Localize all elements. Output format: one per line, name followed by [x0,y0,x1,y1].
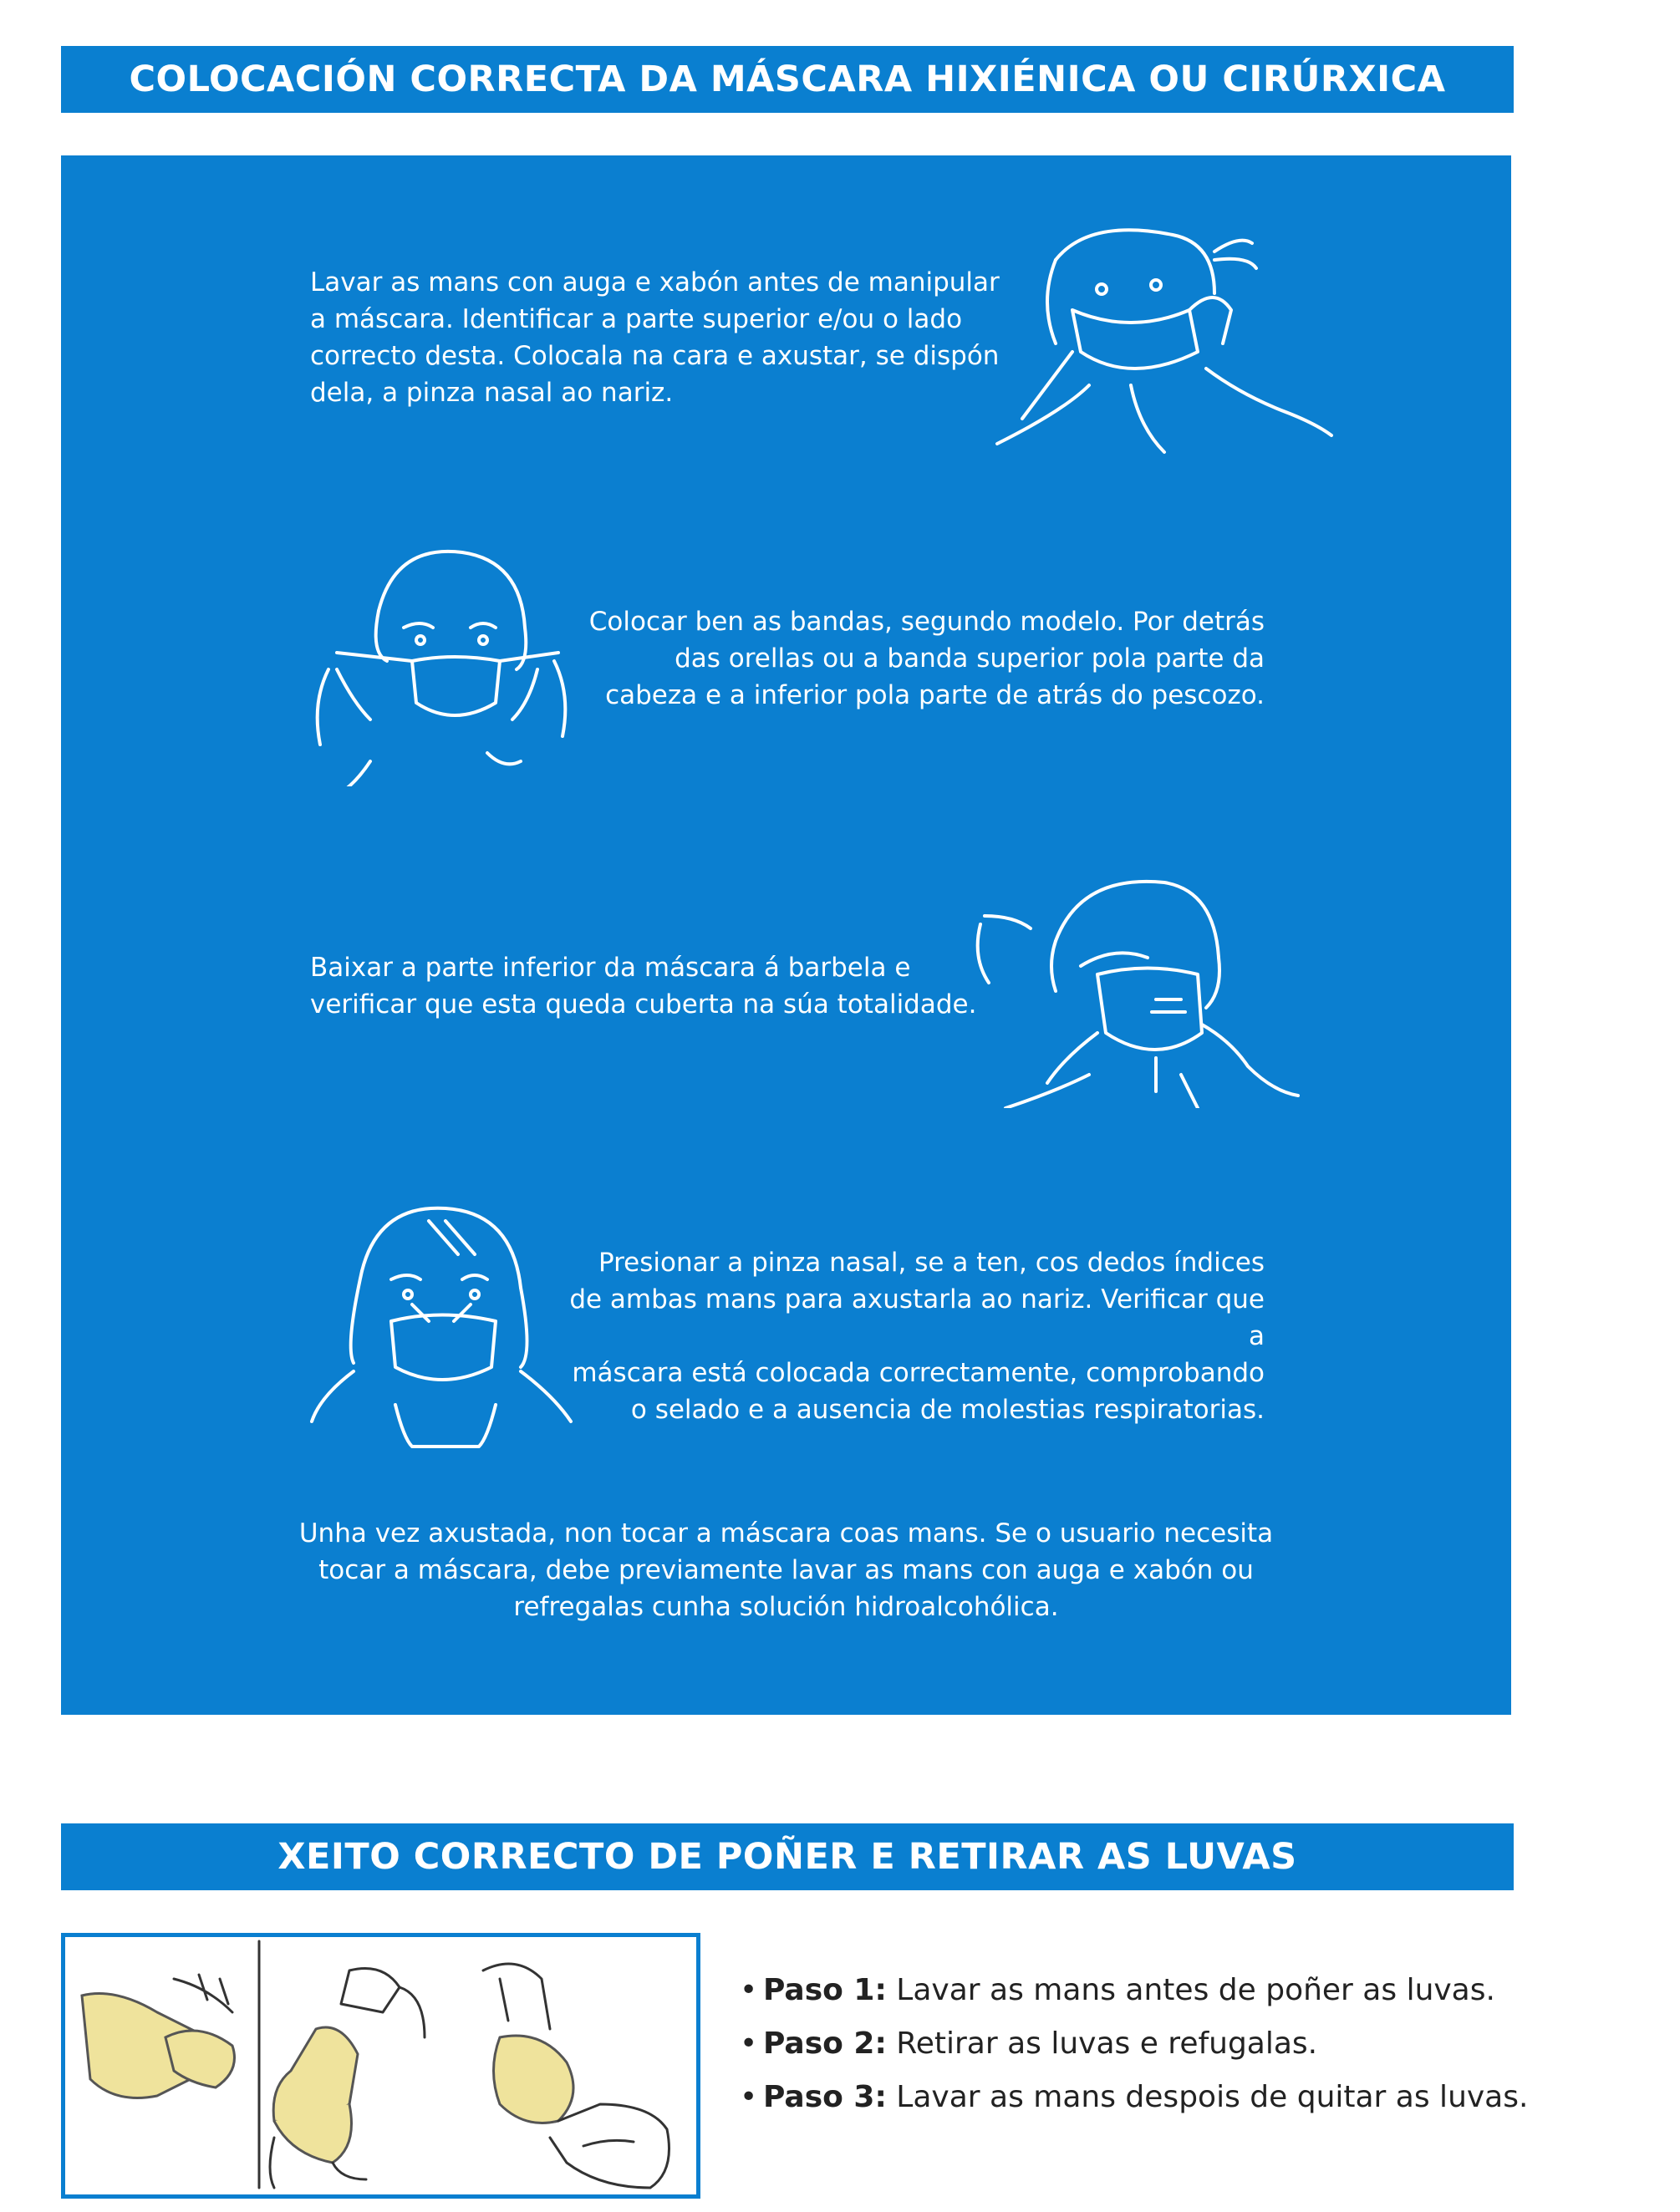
list-item: • Paso 1: Lavar as mans antes de poñer as luvas. [740,1973,1495,2007]
mask-step-1-text: Lavar as mans con auga e xabón antes de manipular a máscara. Identificar a parte superior e/ou o lado correcto desta. Colocala na cara e axustar, se dispón dela, a pinza nasal ao nariz. [310,267,1000,408]
person-adjusting-mask-bands-icon [303,536,579,786]
mask-section-title: COLOCACIÓN CORRECTA DA MÁSCARA HIXIÉNICA OU CIRÚRXICA [61,46,1514,113]
person-pressing-nose-clip-icon [303,1196,579,1455]
mask-instructions-panel [61,155,1511,1715]
mask-usage-note: Unha vez axustada, non tocar a máscara coas mans. Se o usuario necesita tocar a máscara, debe previamente lavar as mans con auga e xabón ou refregalas cunha solución hidroalcohólica. [298,1518,1274,1622]
mask-step-3-text: Baixar a parte inferior da máscara á barbela e verificar que esta queda cuberta na súa totalidade. [310,953,977,1020]
gloves-steps-list [740,1964,1528,2124]
list-item: • Paso 2: Retirar as luvas e refugalas. [740,2026,1318,2061]
mask-step-4-text: Presionar a pinza nasal, se a ten, cos dedos índices de ambas mans para axustarla ao nariz. Verificar que a máscara está colocada correctamente, comprobando o selado e a ausencia de molestias respiratorias. [569,1248,1265,1425]
person-putting-on-mask-icon [964,218,1348,460]
gloves-removal-steps-icon [61,1933,700,2199]
person-pulling-mask-to-chin-icon [964,866,1348,1108]
gloves-section-title: XEITO CORRECTO DE POÑER E RETIRAR AS LUVAS [61,1823,1514,1890]
mask-step-2-text: Colocar ben as bandas, segundo modelo. Por detrás das orellas ou a banda superior pola parte da cabeza e a inferior pola parte de atrás do pescozo. [588,607,1265,710]
list-item: • Paso 3: Lavar as mans despois de quitar as luvas. [740,2080,1529,2114]
